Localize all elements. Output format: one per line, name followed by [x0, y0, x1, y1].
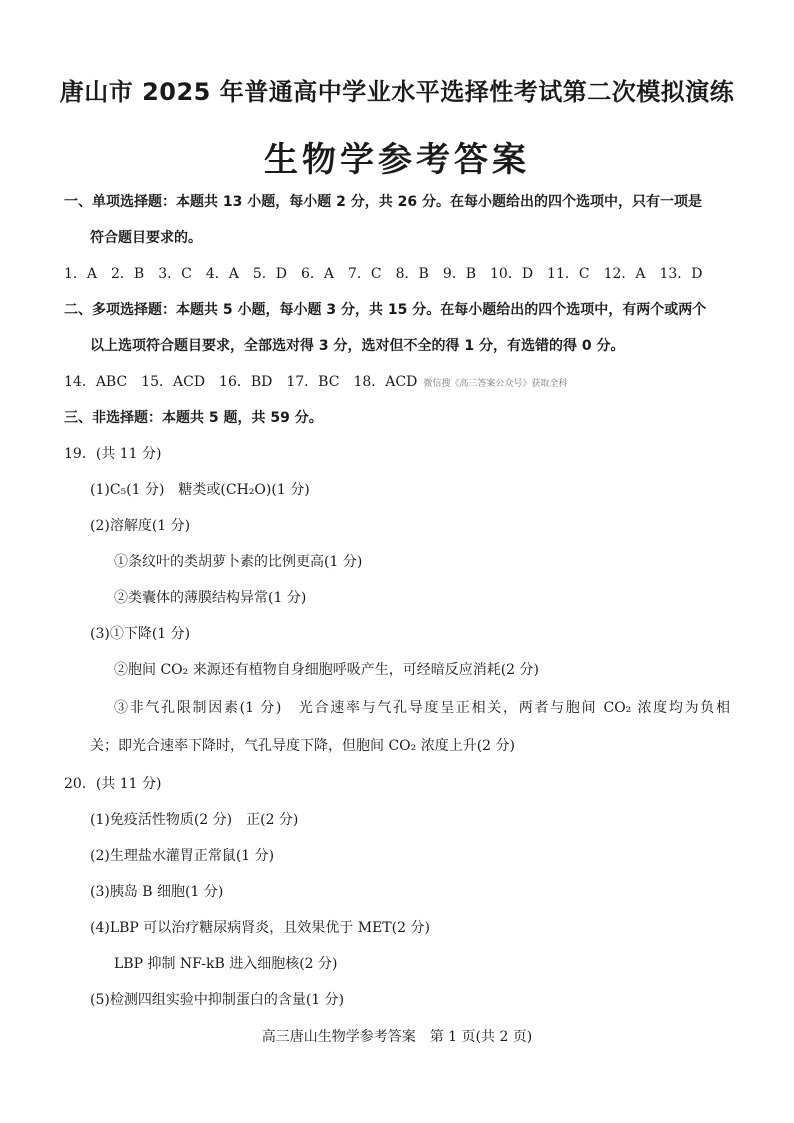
section1-answers: 1．A 2．B 3．C 4．A 5．D 6．A 7．C 8．B 9．B 10．D 11．C 12．A 13．D [64, 266, 703, 282]
q20-part1: (1)免疫活性物质(2 分) 正(2 分) [90, 812, 299, 828]
section1-heading: 一、单项选择题：本题共 13 小题，每小题 2 分，共 26 分。在每小题给出的四个选项中，只有一项是 [64, 194, 702, 210]
exam-title: 唐山市 2025 年普通高中学业水平选择性考试第二次模拟演练 [59, 78, 735, 106]
answer-key-title: 生物学参考答案 [264, 140, 530, 180]
section2-heading: 二、多项选择题：本题共 5 小题，每小题 3 分，共 15 分。在每小题给出的四个选项中，有两个或两个 [64, 302, 707, 318]
page-footer: 高三唐山生物学参考答案 第 1 页(共 2 页) [261, 1029, 533, 1045]
q20-title: 20．(共 11 分) [64, 776, 162, 792]
q20-part2: (2)生理盐水灌胃正常鼠(1 分) [90, 848, 275, 864]
q19-title: 19．(共 11 分) [64, 446, 162, 462]
watermark-text: 微信搜《高三答案公众号》获取全科 [423, 379, 568, 389]
q19-part3-item3-cont: 关；即光合速率下降时，气孔导度下降，但胞间 CO₂ 浓度上升(2 分) [90, 738, 515, 754]
section2-answers [64, 372, 567, 394]
q19-part1: (1)C₅(1 分) 糖类或(CH₂O)(1 分) [90, 482, 310, 498]
q19-part2: (2)溶解度(1 分) [90, 518, 191, 534]
q19-part3-item3: ③非气孔限制因素(1 分) 光合速率与气孔导度呈正相关，两者与胞间 CO₂ 浓度均为负相 [114, 700, 730, 716]
q19-part3-item2: ②胞间 CO₂ 来源还有植物自身细胞呼吸产生，可经暗反应消耗(2 分) [114, 662, 539, 678]
q20-part5: (5)检测四组实验中抑制蛋白的含量(1 分) [90, 992, 345, 1008]
q20-part4-cont: LBP 抑制 NF-kB 进入细胞核(2 分) [114, 956, 338, 972]
q19-part2-item1: ①条纹叶的类胡萝卜素的比例更高(1 分) [114, 554, 363, 570]
q19-part2-item2: ②类囊体的薄膜结构异常(1 分) [114, 590, 307, 606]
q20-part3: (3)胰岛 B 细胞(1 分) [90, 884, 224, 900]
section2-answer-list: 14．ABC 15．ACD 16．BD 17．BC 18．ACD [64, 374, 418, 390]
section3-heading: 三、非选择题：本题共 5 题，共 59 分。 [64, 410, 323, 426]
q19-part3: (3)①下降(1 分) [90, 626, 191, 642]
section2-heading-cont: 以上选项符合题目要求，全部选对得 3 分，选对但不全的得 1 分，有选错的得 0 分。 [90, 338, 625, 354]
q20-part4: (4)LBP 可以治疗糖尿病肾炎，且效果优于 MET(2 分) [90, 920, 430, 936]
section1-heading-cont: 符合题目要求的。 [90, 230, 202, 246]
